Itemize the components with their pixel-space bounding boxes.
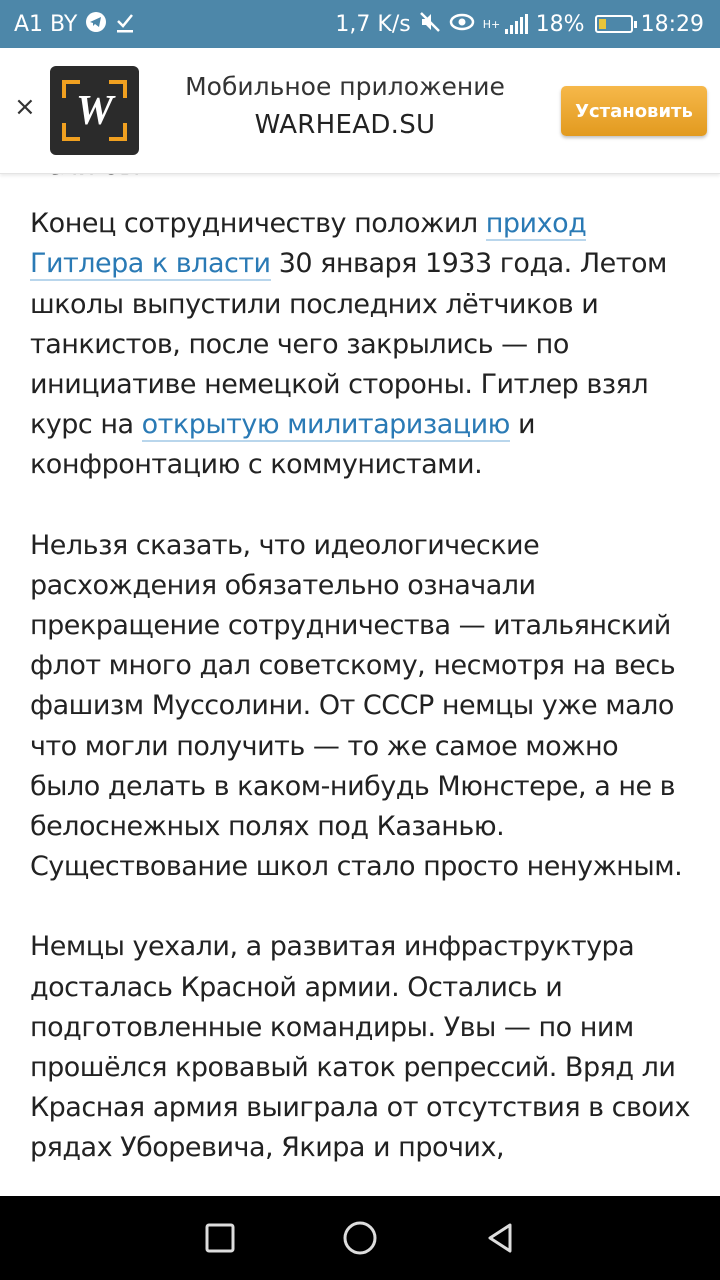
network-speed: 1,7 K/s xyxy=(335,11,411,37)
install-button[interactable]: Установить xyxy=(561,86,707,136)
status-bar xyxy=(0,0,720,48)
battery-icon xyxy=(595,15,633,33)
navigation-bar xyxy=(0,1196,720,1280)
status-left xyxy=(14,11,135,38)
paragraph-2: Нельзя сказать, что идеологические расхождения обязательно означали прекращение сотрудничества — итальянский флот много дал советскому, несмотря на весь фашизм Муссолини. От СССР немцы уже мало что могли получить — то же самое можно было делать в каком-нибудь Мюнстере, а не в белоснежных полях под Казанью. Существование школ стало просто ненужным. xyxy=(30,529,683,883)
banner-title: WARHEAD.SU xyxy=(254,110,436,140)
carrier-label: A1 BY xyxy=(14,11,78,37)
banner-subtitle: Мобильное приложение xyxy=(185,72,505,101)
mute-icon xyxy=(419,11,441,38)
article-body xyxy=(0,174,720,1196)
app-install-banner xyxy=(0,48,720,174)
link-militarization[interactable]: открытую милитаризацию xyxy=(141,409,510,441)
recent-apps-icon[interactable] xyxy=(200,1218,240,1258)
download-done-icon xyxy=(115,11,135,38)
signal-icon xyxy=(505,14,528,34)
app-logo xyxy=(50,66,139,155)
back-icon[interactable] xyxy=(480,1218,520,1258)
eye-icon xyxy=(449,11,475,38)
close-icon[interactable]: × xyxy=(14,92,36,122)
paragraph-3: Немцы уехали, а развитая инфраструктура досталась Красной армии. Остались и подготовленные командиры. Увы — по ним прошёлся кровавый каток репрессий. Вряд ли Красная армия выиграла от отсутствия в своих рядах Уборевича, Якира и прочих, xyxy=(30,931,690,1164)
paragraph-1: Конец сотрудничеству положил приход Гитлера к власти 30 января 1933 года. Летом школы выпустили последних лётчиков и танкистов, после чего закрылись — по инициативе немецкой стороны. Гитлер взял курс на открытую милитаризацию и конфронтацию с коммунистами. xyxy=(30,208,667,481)
home-icon[interactable] xyxy=(340,1218,380,1258)
telegram-icon xyxy=(85,11,107,38)
banner-text xyxy=(170,70,520,146)
network-type: H+ xyxy=(482,17,501,31)
app-logo-letter: W xyxy=(75,87,114,134)
link-hitler-rise[interactable]: приход Гитлера к власти xyxy=(30,208,587,280)
clock: 18:29 xyxy=(640,11,704,37)
battery-percent: 18% xyxy=(535,11,585,37)
status-right xyxy=(335,11,704,38)
